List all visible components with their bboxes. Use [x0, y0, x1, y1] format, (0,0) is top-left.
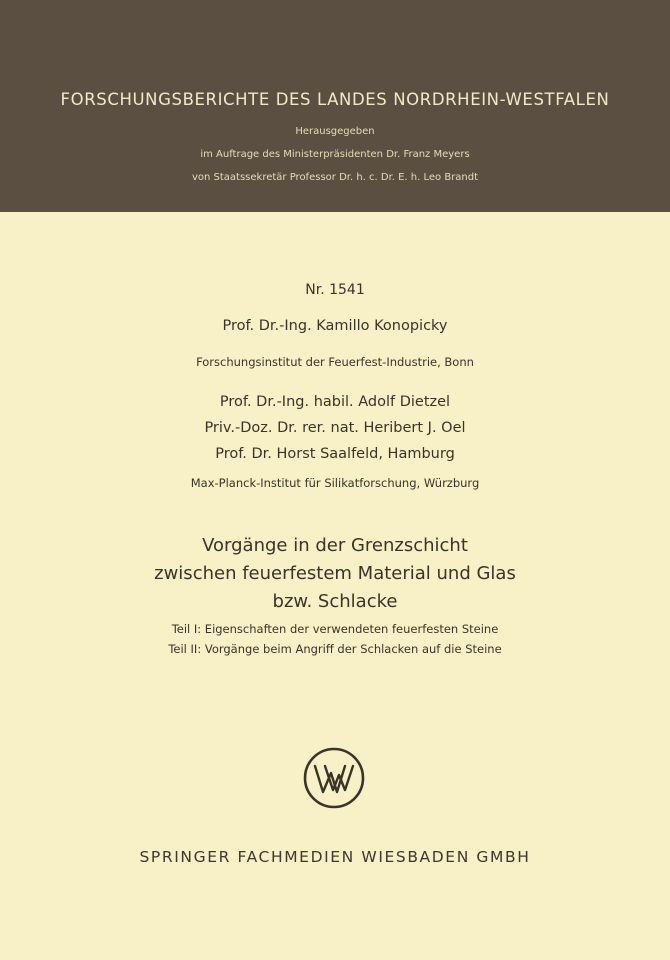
report-number: Nr. 1541	[305, 282, 365, 298]
title-line-1: Vorgänge in der Grenzschicht	[202, 535, 468, 556]
series-title: FORSCHUNGSBERICHTE DES LANDES NORDRHEIN-WESTFALEN	[60, 90, 610, 109]
author-1: Prof. Dr.-Ing. Kamillo Konopicky	[222, 318, 448, 334]
title-line-2: zwischen feuerfestem Material und Glas	[154, 563, 516, 584]
editor-line-3: von Staatssekretär Professor Dr. h. c. Dr. E. h. Leo Brandt	[191, 172, 479, 183]
editor-line-1: Herausgegeben	[295, 126, 375, 137]
title-line-3: bzw. Schlacke	[272, 591, 398, 612]
author-2: Prof. Dr.-Ing. habil. Adolf Dietzel	[219, 394, 451, 410]
institute-2: Max-Planck-Institut für Silikatforschung, Würzburg	[190, 476, 480, 490]
publisher-logo-icon	[302, 746, 366, 810]
header-band	[0, 0, 670, 212]
author-3: Priv.-Doz. Dr. rer. nat. Heribert J. Oel	[204, 420, 466, 436]
institute-1: Forschungsinstitut der Feuerfest-Industrie, Bonn	[196, 355, 474, 369]
publisher-name: SPRINGER FACHMEDIEN WIESBADEN GMBH	[139, 848, 531, 866]
part-1: Teil I: Eigenschaften der verwendeten feuerfesten Steine	[171, 622, 499, 636]
editor-line-2: im Auftrage des Ministerpräsidenten Dr. Franz Meyers	[200, 149, 470, 160]
part-2: Teil II: Vorgänge beim Angriff der Schlacken auf die Steine	[168, 642, 502, 656]
author-4: Prof. Dr. Horst Saalfeld, Hamburg	[215, 446, 455, 462]
